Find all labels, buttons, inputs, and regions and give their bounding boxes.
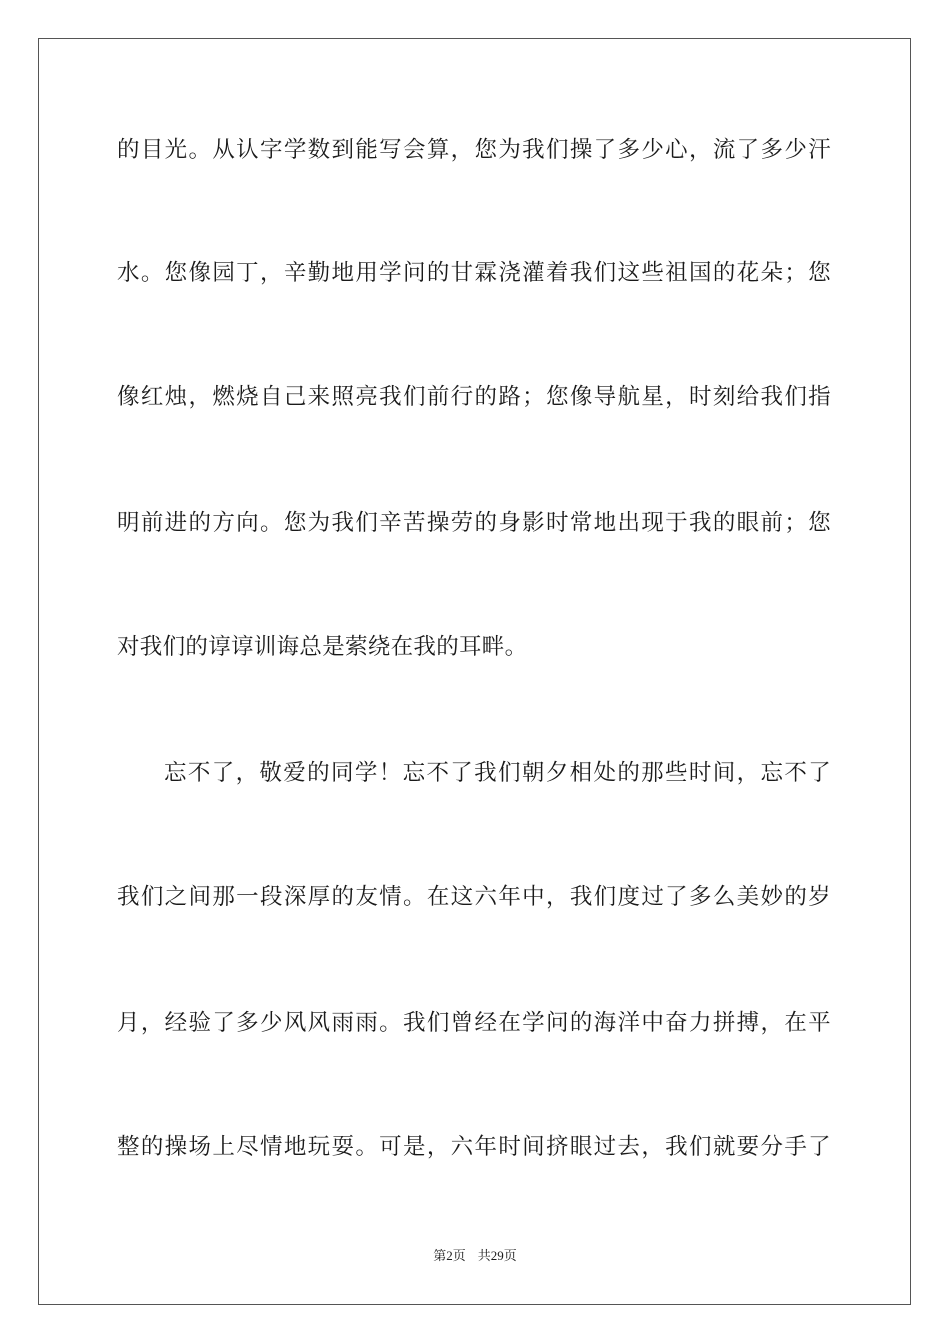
page-footer — [0, 1247, 950, 1265]
page-border — [38, 38, 911, 1305]
paragraph-line: 我们之间那一段深厚的友情。在这六年中，我们度过了多么美妙的岁 — [117, 884, 831, 910]
paragraph-line: 像红烛，燃烧自己来照亮我们前行的路；您像导航星，时刻给我们指 — [117, 384, 831, 410]
paragraph-line: 水。您像园丁，辛勤地用学问的甘霖浇灌着我们这些祖国的花朵；您 — [117, 260, 831, 286]
paragraph-line: 对我们的谆谆训诲总是萦绕在我的耳畔。 — [117, 634, 528, 660]
page-number: 第2页 — [433, 1248, 466, 1263]
paragraph-line: 月，经验了多少风风雨雨。我们曾经在学问的海洋中奋力拼搏，在平 — [117, 1010, 831, 1036]
paragraph-line: 忘不了，敬爱的同学！忘不了我们朝夕相处的那些时间，忘不了 — [164, 760, 831, 786]
paragraph-line: 明前进的方向。您为我们辛苦操劳的身影时常地出现于我的眼前；您 — [117, 510, 831, 536]
paragraph-line: 整的操场上尽情地玩耍。可是，六年时间挤眼过去，我们就要分手了 — [117, 1134, 831, 1160]
page-total: 共29页 — [477, 1248, 517, 1263]
paragraph-line: 的目光。从认字学数到能写会算，您为我们操了多少心，流了多少汗 — [117, 137, 831, 163]
